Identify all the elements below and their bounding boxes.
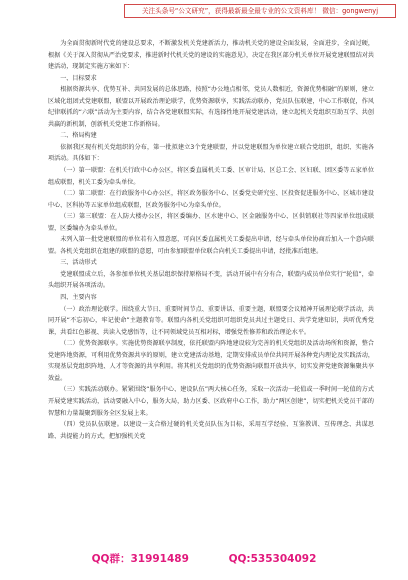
paragraph: （二）优势资源联享。实施优势资源联享制度，依托联盟内阵地建设较为完善的机关党组织及活动场所和资源，整合党建阵地资源，可利用优势资源共享的原则，建立党建活动基地，定期安排成员单位共同开展各种党内理论及实践活动，实现基层党组织阵地、人才等资源的共享利用。将其机关党组织的优势资源向联盟开放共享，切实发挥党建资源集聚共享效益。 — [48, 340, 374, 382]
paragraph: 党建联盟成立后，各参加单位机关基层组织保持原格局不变，活动开展中有分有合，联盟内成员单位实行“轮值”，牵头组织开展各项活动。 — [48, 270, 374, 290]
footer-qq: QQ:535304092 — [228, 553, 317, 565]
paragraph: （三）第三联盟：在人防大楼办公区，将区委编办、区水建中心、区金融服务中心、区供销联社等四家单位组成联盟，区委编办为牵头单位。 — [48, 213, 374, 232]
paragraph: 未列入第一批党建联盟的单位若有入盟意愿，可向区委直属机关工委提出申请，经与牵头单位协商后加入一个意向联盟。各机关党组织在组建的联盟的意愿，可由参加联盟单位联合向机关工委提出申请，经批准后组建。 — [48, 236, 374, 255]
paragraph: （一）第一联盟：在机关行政中心办公区，将区委直属机关工委、区审计局、区总工会、区妇联、团区委等五家单位组成联盟，机关工委为牵头单位。 — [48, 167, 374, 186]
section-heading: 一、目标要求 — [60, 74, 97, 82]
header-banner: 关注头条号“公文研究”，获得最新最全最专业的公文资料库！ 微信：gongwenyj — [124, 4, 396, 18]
footer-qq-group: QQ群：31991489 — [91, 553, 189, 565]
paragraph: 依据我区现有机关党组织的分布，第一批拟建立3个党建联盟，并以党建联盟为单位建立联合党组织，组织、实施各项活动。具体如下： — [48, 143, 374, 163]
section-heading: 四、主要内容 — [60, 294, 97, 302]
footer-contact — [0, 550, 408, 568]
paragraph: （一）政治理论联学。围绕重大节日、重要时间节点、重要讲话、重要主题，联盟要会议精神开展理论联学活动，共同开展“不忘初心，牢记使命”主题教育等。联盟内各机关党组织可组织党员共过主题党日、共学党建知识，共听优秀党课，共看红色影视、共读入党感悟等，让不同领域党员互相对标，增强党性修养和政治理论水平。 — [48, 305, 374, 336]
section-heading: 三、活动形式 — [60, 259, 97, 267]
section-heading: 二、格局构建 — [60, 132, 97, 140]
paragraph: （二）第二联盟：在行政服务中心办公区，将区政务服务中心、区委党史研究室、区投资促进服务中心、区城市建设中心、区科协等五家单位组成联盟，区政务服务中心为牵头单位。 — [48, 190, 374, 209]
paragraph: 为全面贯彻新时代党的建设总要求，不断激发机关党建新活力，推动机关党的建设全面发展，全面进步，全面过硬，根据《关于深入贯彻从严治党要求，推进新时代机关党的建设的实施意见》，决定在我区部分机关单位开展党建联盟结对共建活动，现制定实施方案如下： — [48, 40, 374, 71]
paragraph: （三）实践活动联办。紧紧围绕“服务中心、建设队伍”两大核心任务，采取一次活动一轮值或一季时间一轮值的方式开展党建实践活动，活动要融入中心，服务大局，助力区委、区政府中心工作，助力“两区创建”，切实把机关党员干部的智慧和力量凝聚到服务全区发展上来。 — [48, 386, 374, 417]
paragraph: 根据资源共享、优势互补、共同发展的总体思路，按照“办公地点相邻，党员人数相近，资源优势相融”的原则，建立区域化组团式党建联盟，联盟以开展政治理论联学，优势资源联享，实践活动联办，党员队伍联建，中心工作联促，作风纪律联抓的“六联”活动为主要内容，结合各党建联盟实际，有选择性地开展党建活动，建立起机关党组织互助互学、共创共赢的新机制，创新机关党建工作新格局。 — [48, 86, 374, 128]
document-body — [48, 38, 374, 548]
paragraph: （四）党员队伍联建。以建设一支合格过硬的机关党员队伍为目标，采用互学经验、互鉴教训、互传理念、共谋思路、共提能力的方式，把加强机关党 — [48, 421, 374, 440]
